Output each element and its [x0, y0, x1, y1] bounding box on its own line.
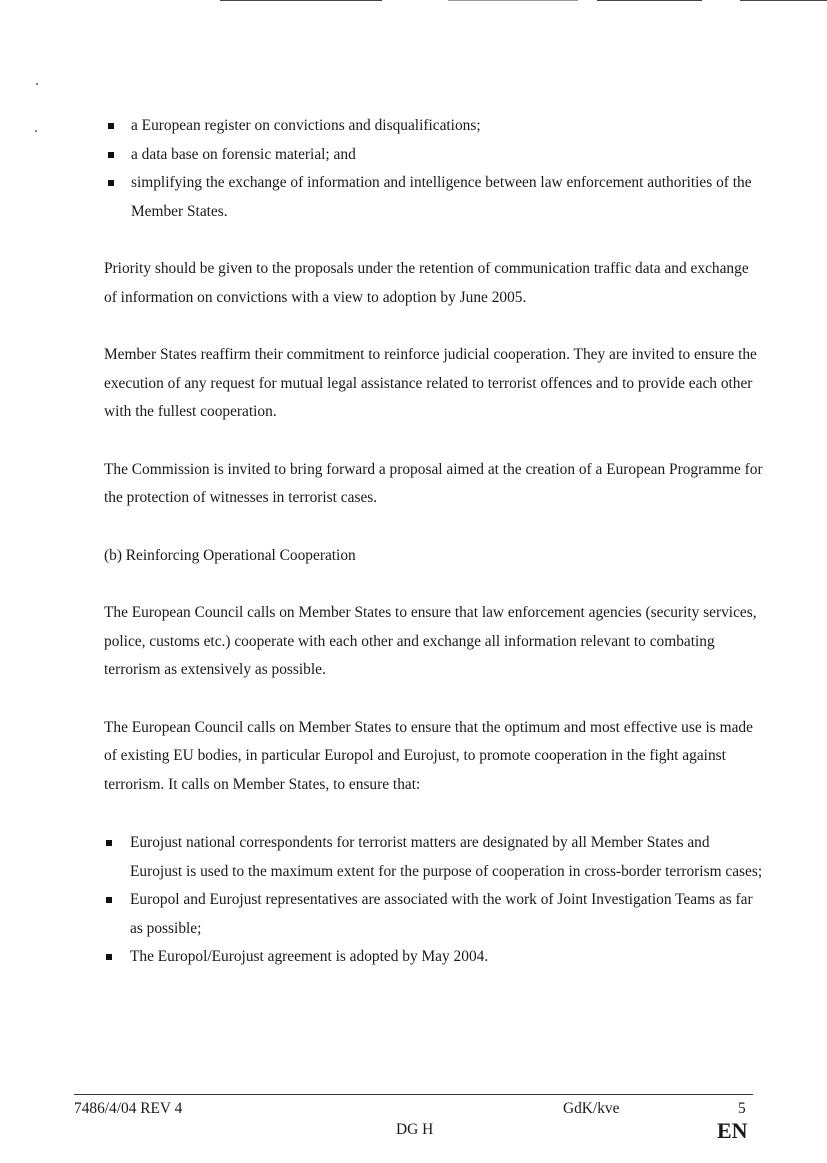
- footer-initials: GdK/kve: [563, 1100, 620, 1117]
- list-item: The Europol/Eurojust agreement is adopted by May 2004.: [104, 943, 764, 972]
- footer-divider: [74, 1094, 753, 1095]
- bullet-list-measures: [104, 112, 764, 226]
- scan-artifact-dot: [36, 83, 38, 85]
- footer-directorate: DG H: [396, 1121, 434, 1138]
- list-item: a data base on forensic material; and: [104, 141, 764, 170]
- scan-artifact-line: [597, 0, 702, 1]
- scan-artifact-line: [220, 0, 382, 1]
- footer-page-number: 5: [738, 1100, 746, 1117]
- paragraph-judicial: Member States reaffirm their commitment to reinforce judicial cooperation. They are invited to ensure the execution of any request for mutual legal assistance related to terrorist offences and to provide each other with the fullest cooperation.: [104, 346, 757, 420]
- paragraph-witness: The Commission is invited to bring forward a proposal aimed at the creation of a European Programme for the protection of witnesses in terrorist cases.: [104, 460, 763, 506]
- paragraph-law-enforcement: The European Council calls on Member States to ensure that law enforcement agencies (security services, police, customs etc.) cooperate with each other and exchange all information relevant to combating terrorism as extensively as possible.: [104, 604, 757, 678]
- paragraph-eu-bodies: The European Council calls on Member States to ensure that the optimum and most effective use is made of existing EU bodies, in particular Europol and Eurojust, to promote cooperation in the fight against terrorism. It calls on Member States, to ensure that:: [104, 718, 753, 793]
- list-item: a European register on convictions and disqualifications;: [104, 112, 764, 141]
- square-bullet-icon: [108, 123, 114, 129]
- list-item: Europol and Eurojust representatives are associated with the work of Joint Investigation Teams as far as possible;: [104, 886, 764, 943]
- paragraph-priority: Priority should be given to the proposals under the retention of communication traffic data and exchange of information on convictions with a view to adoption by June 2005.: [104, 260, 749, 306]
- list-item: Eurojust national correspondents for terrorist matters are designated by all Member States and Eurojust is used to the maximum extent for the purpose of cooperation in cross-border terrorism cases;: [104, 829, 764, 886]
- square-bullet-icon: [106, 840, 112, 846]
- scan-artifact-line: [448, 0, 578, 1]
- bullet-list-requirements: [104, 829, 764, 972]
- footer-language: EN: [717, 1118, 748, 1143]
- square-bullet-icon: [106, 954, 112, 960]
- section-heading-b: (b) Reinforcing Operational Cooperation: [104, 546, 356, 564]
- footer-doc-ref: 7486/4/04 REV 4: [74, 1100, 183, 1117]
- document-body: [104, 112, 764, 972]
- list-item: simplifying the exchange of information and intelligence between law enforcement authorities of the Member States.: [104, 169, 764, 226]
- square-bullet-icon: [108, 180, 114, 186]
- scan-artifact-line: [740, 0, 827, 1]
- square-bullet-icon: [108, 152, 114, 158]
- scan-artifact-dot: [35, 130, 37, 132]
- square-bullet-icon: [106, 897, 112, 903]
